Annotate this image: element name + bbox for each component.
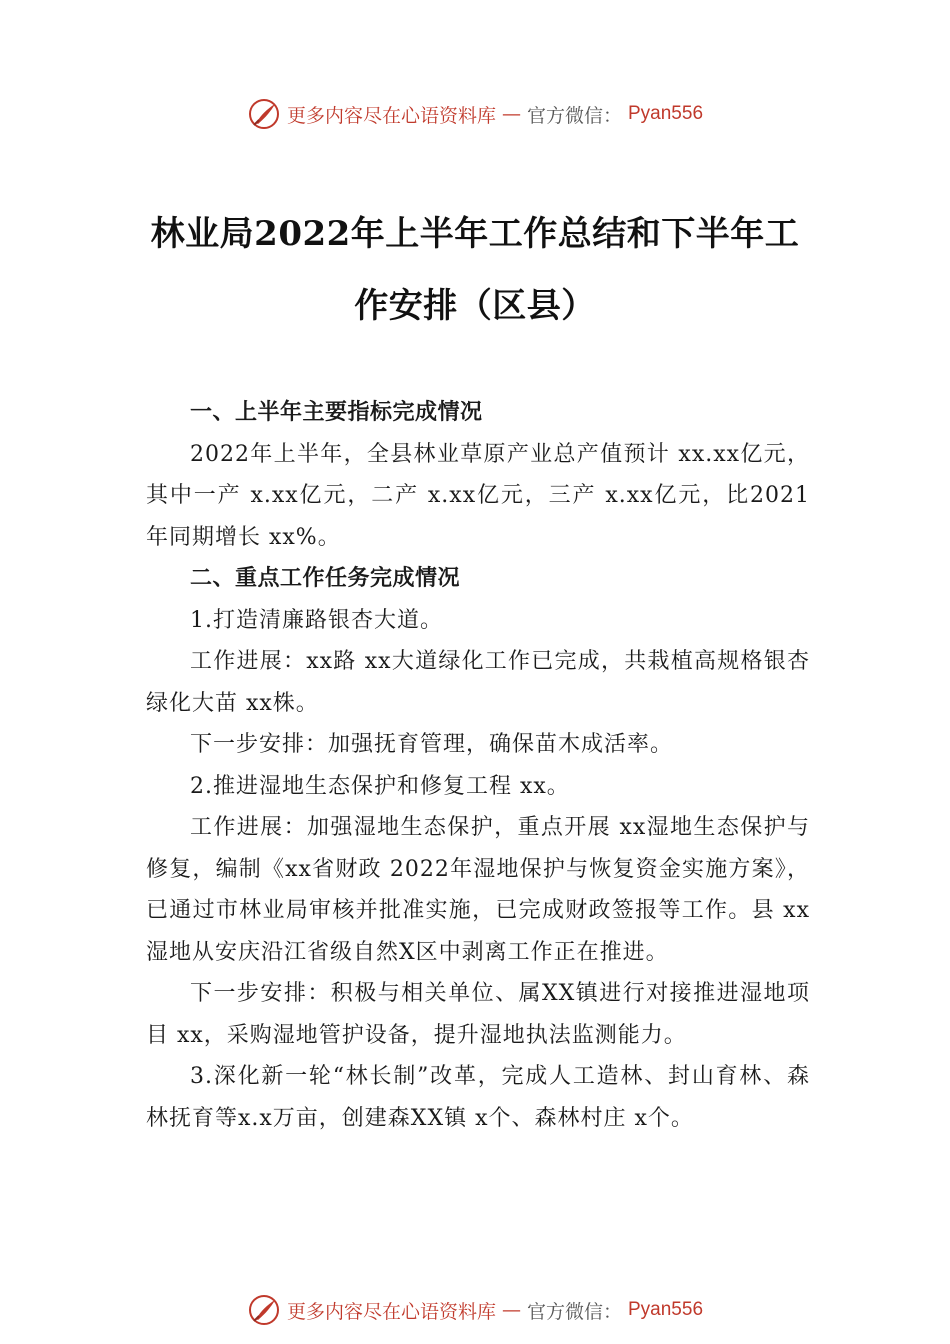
banner-separator: — [501,1299,521,1321]
document-title-line1: 林业局2022年上半年工作总结和下半年工 [150,214,800,254]
footer-banner [0,1290,950,1330]
banner-wechat-label: 官方微信： [526,1300,622,1323]
item1-title: 1.打造清廉路银杏大道。 [190,607,443,633]
banner-site-text: 更多内容尽在心语资料库 [286,1300,496,1323]
section1-paragraph: 2022年上半年，全县林业草原产业总产值预计 xx.xx亿元，其中一产 x.xx亿元，二产 x.xx亿元，三产 x.xx亿元，比2021年同期增长 xx%。 [146,441,810,550]
section1-heading: 一、上半年主要指标完成情况 [190,400,483,425]
banner-wechat-id: Pyan556 [628,1299,704,1320]
document-body [146,392,810,1139]
item2-next: 下一步安排：积极与相关单位、属XX镇进行对接推进湿地项目 xx，采购湿地管护设备，提升湿地执法监测能力。 [146,981,810,1048]
document-title-line2: 作安排（区县） [354,286,596,326]
item2-title: 2.推进湿地生态保护和修复工程 xx。 [190,773,570,799]
banner-wechat-id: Pyan556 [628,103,704,124]
banner-wechat-label: 官方微信： [526,104,622,127]
banner-site-text: 更多内容尽在心语资料库 [286,104,496,127]
banner-separator: — [501,103,521,125]
section2-heading: 二、重点工作任务完成情况 [190,566,461,591]
item1-next: 下一步安排：加强抚育管理，确保苗木成活率。 [190,732,674,757]
item2-progress: 工作进展：加强湿地生态保护，重点开展 xx湿地生态保护与修复，编制《xx省财政 2022年湿地保护与恢复资金实施方案》，已通过市林业局审核并批准实施，已完成财政签报等工作。县 xx 湿地从安庆沿江省级自然X区中剥离工作正在推进。 [146,815,810,965]
header-banner [0,94,950,134]
quill-pen-logo-icon [247,1293,281,1327]
item3-title: 3.深化新一轮“林长制”改革，完成人工造林、封山育林、森林抚育等x.x万亩，创建森XX镇 x个、森林村庄 x个。 [146,1064,810,1131]
quill-pen-logo-icon [247,97,281,131]
item1-progress: 工作进展：xx路 xx大道绿化工作已完成，共栽植高规格银杏绿化大苗 xx株。 [146,649,810,716]
